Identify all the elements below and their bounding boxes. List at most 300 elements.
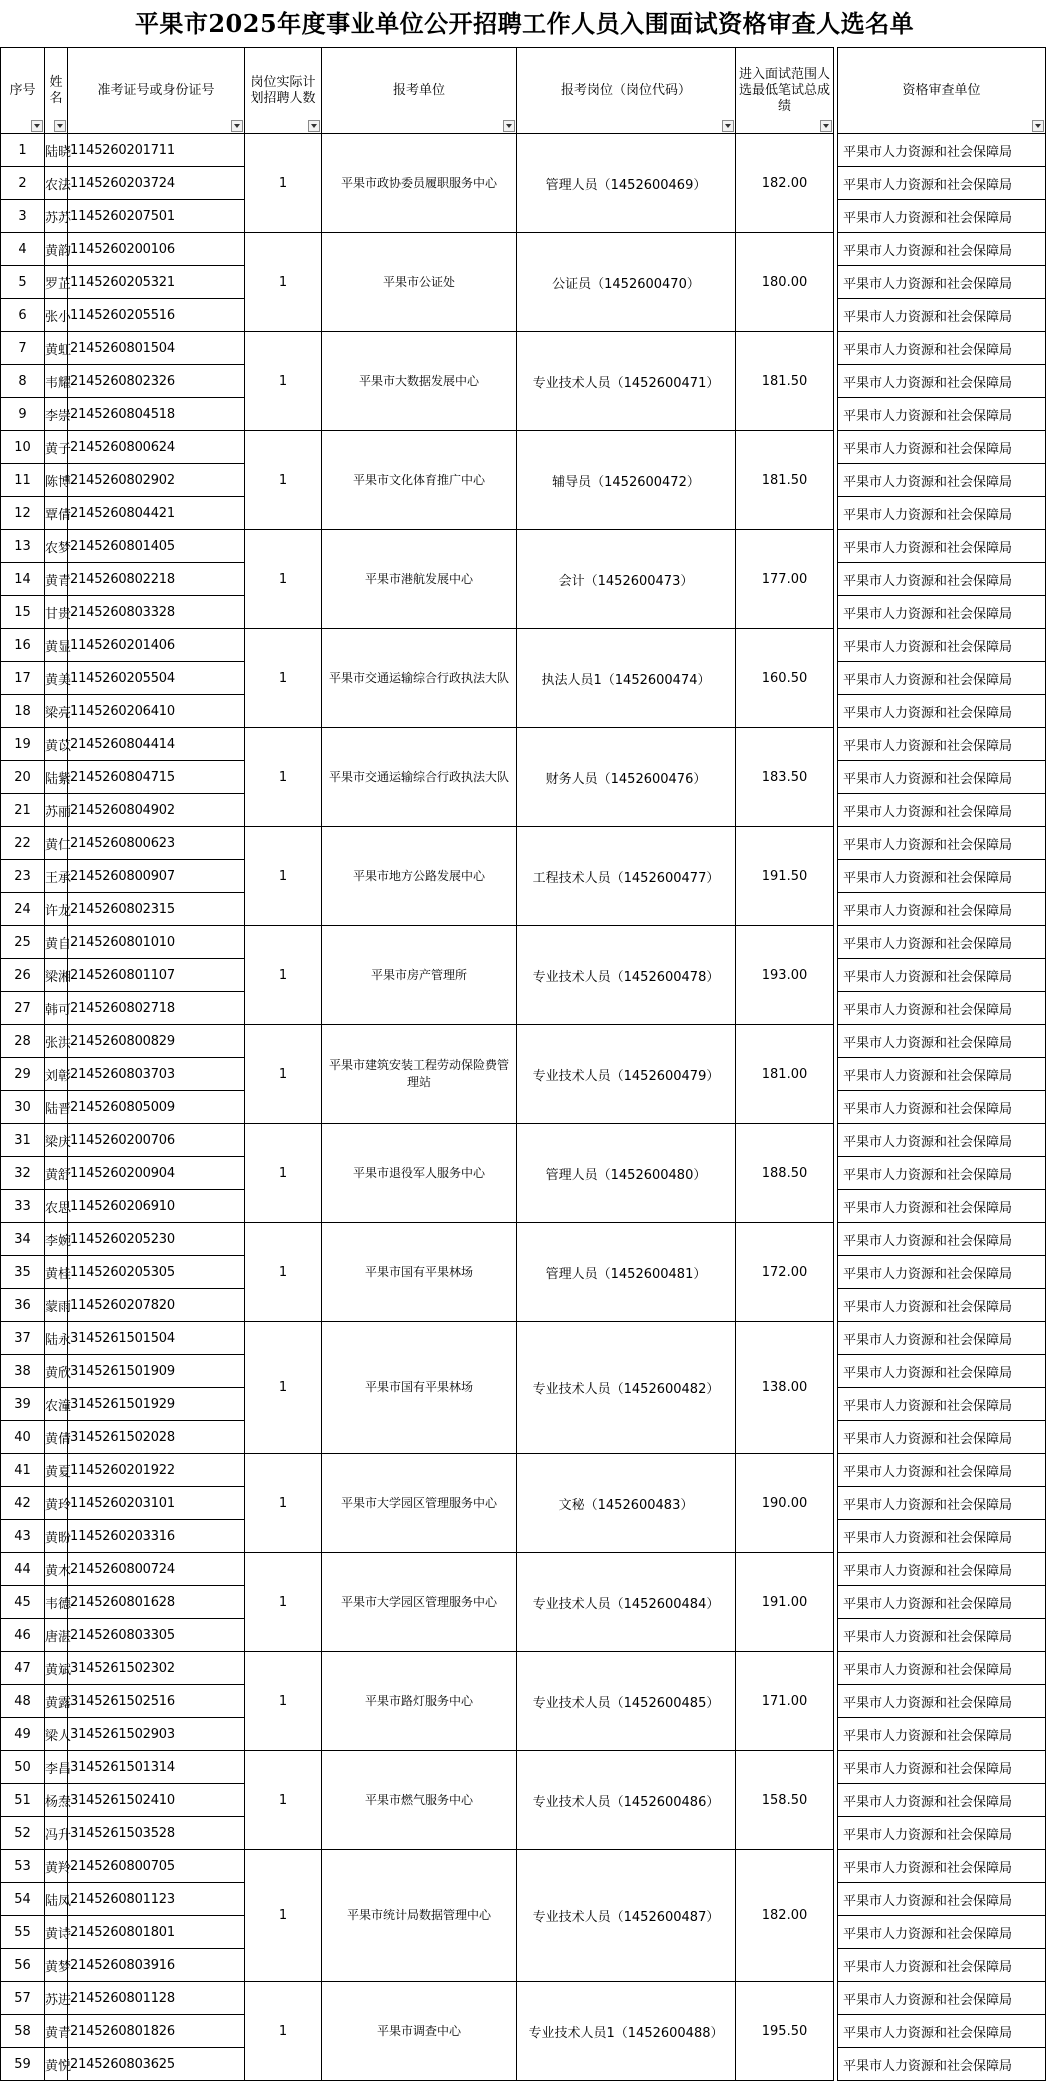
name-cell: 杨焘 xyxy=(45,1784,68,1817)
filter-dropdown-icon[interactable] xyxy=(54,120,66,132)
name-cell: 黄露 xyxy=(45,1685,68,1718)
name-cell: 黄斌 xyxy=(45,1652,68,1685)
review-unit-cell: 平果市人力资源和社会保障局 xyxy=(838,827,1046,860)
min-score-cell: 138.00 xyxy=(736,1322,834,1454)
post-cell: 管理人员（1452600481） xyxy=(517,1223,736,1322)
table-row xyxy=(1,1751,1046,1784)
name-cell: 陆晓 xyxy=(45,134,68,167)
name-cell: 黄自 xyxy=(45,926,68,959)
exam-id-cell: 1145260206910 xyxy=(68,1190,245,1223)
exam-id-cell: 2145260802902 xyxy=(68,464,245,497)
unit-cell: 平果市大学园区管理服务中心 xyxy=(322,1553,517,1652)
review-unit-cell: 平果市人力资源和社会保障局 xyxy=(838,1916,1046,1949)
exam-id-cell: 2145260800624 xyxy=(68,431,245,464)
exam-id-cell: 1145260205321 xyxy=(68,266,245,299)
seq-cell: 14 xyxy=(1,563,45,596)
table-row xyxy=(1,1025,1046,1058)
review-unit-cell: 平果市人力资源和社会保障局 xyxy=(838,365,1046,398)
plan-count-cell: 1 xyxy=(245,233,322,332)
post-cell: 工程技术人员（1452600477） xyxy=(517,827,736,926)
exam-id-cell: 3145261502516 xyxy=(68,1685,245,1718)
seq-cell: 27 xyxy=(1,992,45,1025)
exam-id-cell: 2145260804518 xyxy=(68,398,245,431)
name-cell: 冯升 xyxy=(45,1817,68,1850)
min-score-cell: 182.00 xyxy=(736,134,834,233)
plan-count-cell: 1 xyxy=(245,431,322,530)
seq-cell: 52 xyxy=(1,1817,45,1850)
seq-cell: 22 xyxy=(1,827,45,860)
exam-id-cell: 1145260201922 xyxy=(68,1454,245,1487)
table-row xyxy=(1,1652,1046,1685)
name-cell: 黄欣 xyxy=(45,1355,68,1388)
name-cell: 黄诗 xyxy=(45,1916,68,1949)
name-cell: 黄虹 xyxy=(45,332,68,365)
name-cell: 陆凤 xyxy=(45,1883,68,1916)
min-score-cell: 190.00 xyxy=(736,1454,834,1553)
seq-cell: 21 xyxy=(1,794,45,827)
unit-cell: 平果市政协委员履职服务中心 xyxy=(322,134,517,233)
review-unit-cell: 平果市人力资源和社会保障局 xyxy=(838,992,1046,1025)
min-score-cell: 191.00 xyxy=(736,1553,834,1652)
exam-id-cell: 1145260205305 xyxy=(68,1256,245,1289)
review-unit-cell: 平果市人力资源和社会保障局 xyxy=(838,1850,1046,1883)
seq-cell: 1 xyxy=(1,134,45,167)
exam-id-cell: 2145260803625 xyxy=(68,2048,245,2081)
name-cell: 蒙雨 xyxy=(45,1289,68,1322)
min-score-cell: 181.50 xyxy=(736,332,834,431)
seq-cell: 33 xyxy=(1,1190,45,1223)
name-cell: 农潼 xyxy=(45,1388,68,1421)
filter-dropdown-icon[interactable] xyxy=(722,120,734,132)
name-cell: 陆紫 xyxy=(45,761,68,794)
review-unit-cell: 平果市人力资源和社会保障局 xyxy=(838,728,1046,761)
unit-cell: 平果市统计局数据管理中心 xyxy=(322,1850,517,1982)
post-cell: 管理人员（1452600469） xyxy=(517,134,736,233)
unit-cell: 平果市国有平果林场 xyxy=(322,1322,517,1454)
review-unit-cell: 平果市人力资源和社会保障局 xyxy=(838,431,1046,464)
table-row xyxy=(1,530,1046,563)
seq-cell: 56 xyxy=(1,1949,45,1982)
exam-id-cell: 2145260802218 xyxy=(68,563,245,596)
seq-cell: 39 xyxy=(1,1388,45,1421)
unit-cell: 平果市地方公路发展中心 xyxy=(322,827,517,926)
name-cell: 农梦 xyxy=(45,530,68,563)
review-unit-cell: 平果市人力资源和社会保障局 xyxy=(838,596,1046,629)
col-header-review: 资格审查单位 xyxy=(838,48,1046,134)
seq-cell: 53 xyxy=(1,1850,45,1883)
col-header-score: 进入面试范围人选最低笔试总成绩 xyxy=(736,48,834,134)
seq-cell: 37 xyxy=(1,1322,45,1355)
review-unit-cell: 平果市人力资源和社会保障局 xyxy=(838,497,1046,530)
name-cell: 梁人 xyxy=(45,1718,68,1751)
review-unit-cell: 平果市人力资源和社会保障局 xyxy=(838,1520,1046,1553)
min-score-cell: 177.00 xyxy=(736,530,834,629)
exam-id-cell: 1145260205504 xyxy=(68,662,245,695)
name-cell: 黄显 xyxy=(45,629,68,662)
table-row xyxy=(1,1982,1046,2015)
plan-count-cell: 1 xyxy=(245,1652,322,1751)
exam-id-cell: 1145260203316 xyxy=(68,1520,245,1553)
seq-cell: 55 xyxy=(1,1916,45,1949)
post-cell: 专业技术人员（1452600484） xyxy=(517,1553,736,1652)
unit-cell: 平果市交通运输综合行政执法大队 xyxy=(322,728,517,827)
plan-count-cell: 1 xyxy=(245,1025,322,1124)
review-unit-cell: 平果市人力资源和社会保障局 xyxy=(838,893,1046,926)
name-cell: 黄盼 xyxy=(45,1520,68,1553)
review-unit-cell: 平果市人力资源和社会保障局 xyxy=(838,1355,1046,1388)
name-cell: 陈博 xyxy=(45,464,68,497)
exam-id-cell: 2145260801826 xyxy=(68,2015,245,2048)
review-unit-cell: 平果市人力资源和社会保障局 xyxy=(838,1091,1046,1124)
header-row xyxy=(1,48,1046,134)
min-score-cell: 158.50 xyxy=(736,1751,834,1850)
exam-id-cell: 3145261502903 xyxy=(68,1718,245,1751)
seq-cell: 46 xyxy=(1,1619,45,1652)
seq-cell: 5 xyxy=(1,266,45,299)
name-cell: 黄青 xyxy=(45,2015,68,2048)
name-cell: 黄桂 xyxy=(45,1256,68,1289)
min-score-cell: 193.00 xyxy=(736,926,834,1025)
name-cell: 刘彰 xyxy=(45,1058,68,1091)
name-cell: 黄悦 xyxy=(45,2048,68,2081)
name-cell: 陆永 xyxy=(45,1322,68,1355)
exam-id-cell: 2145260801628 xyxy=(68,1586,245,1619)
table-row xyxy=(1,728,1046,761)
seq-cell: 6 xyxy=(1,299,45,332)
exam-id-cell: 3145261502302 xyxy=(68,1652,245,1685)
review-unit-cell: 平果市人力资源和社会保障局 xyxy=(838,1289,1046,1322)
exam-id-cell: 3145261501314 xyxy=(68,1751,245,1784)
seq-cell: 13 xyxy=(1,530,45,563)
review-unit-cell: 平果市人力资源和社会保障局 xyxy=(838,1982,1046,2015)
name-cell: 黄夏 xyxy=(45,1454,68,1487)
seq-cell: 26 xyxy=(1,959,45,992)
name-cell: 农思 xyxy=(45,1190,68,1223)
seq-cell: 45 xyxy=(1,1586,45,1619)
plan-count-cell: 1 xyxy=(245,1850,322,1982)
exam-id-cell: 2145260801801 xyxy=(68,1916,245,1949)
plan-count-cell: 1 xyxy=(245,827,322,926)
seq-cell: 2 xyxy=(1,167,45,200)
review-unit-cell: 平果市人力资源和社会保障局 xyxy=(838,761,1046,794)
post-cell: 财务人员（1452600476） xyxy=(517,728,736,827)
seq-cell: 30 xyxy=(1,1091,45,1124)
review-unit-cell: 平果市人力资源和社会保障局 xyxy=(838,2048,1046,2081)
review-unit-cell: 平果市人力资源和社会保障局 xyxy=(838,1685,1046,1718)
review-unit-cell: 平果市人力资源和社会保障局 xyxy=(838,1487,1046,1520)
review-unit-cell: 平果市人力资源和社会保障局 xyxy=(838,1421,1046,1454)
min-score-cell: 183.50 xyxy=(736,728,834,827)
min-score-cell: 180.00 xyxy=(736,233,834,332)
exam-id-cell: 2145260804421 xyxy=(68,497,245,530)
name-cell: 苏苏 xyxy=(45,200,68,233)
unit-cell: 平果市房产管理所 xyxy=(322,926,517,1025)
name-cell: 黄羚 xyxy=(45,1850,68,1883)
filter-dropdown-icon[interactable] xyxy=(503,120,515,132)
seq-cell: 51 xyxy=(1,1784,45,1817)
unit-cell: 平果市建筑安装工程劳动保险费管理站 xyxy=(322,1025,517,1124)
exam-id-cell: 2145260800724 xyxy=(68,1553,245,1586)
review-unit-cell: 平果市人力资源和社会保障局 xyxy=(838,959,1046,992)
unit-cell: 平果市港航发展中心 xyxy=(322,530,517,629)
table-row xyxy=(1,1454,1046,1487)
seq-cell: 12 xyxy=(1,497,45,530)
exam-id-cell: 1145260200706 xyxy=(68,1124,245,1157)
review-unit-cell: 平果市人力资源和社会保障局 xyxy=(838,1388,1046,1421)
filter-dropdown-icon[interactable] xyxy=(31,120,43,132)
name-cell: 黄仁 xyxy=(45,827,68,860)
review-unit-cell: 平果市人力资源和社会保障局 xyxy=(838,794,1046,827)
name-cell: 韩可 xyxy=(45,992,68,1025)
unit-cell: 平果市大学园区管理服务中心 xyxy=(322,1454,517,1553)
review-unit-cell: 平果市人力资源和社会保障局 xyxy=(838,167,1046,200)
seq-cell: 29 xyxy=(1,1058,45,1091)
review-unit-cell: 平果市人力资源和社会保障局 xyxy=(838,1751,1046,1784)
table-row xyxy=(1,1553,1046,1586)
filter-dropdown-icon[interactable] xyxy=(308,120,320,132)
name-cell: 苏进 xyxy=(45,1982,68,2015)
seq-cell: 23 xyxy=(1,860,45,893)
filter-dropdown-icon[interactable] xyxy=(231,120,243,132)
exam-id-cell: 2145260802718 xyxy=(68,992,245,1025)
post-cell: 辅导员（1452600472） xyxy=(517,431,736,530)
review-unit-cell: 平果市人力资源和社会保障局 xyxy=(838,1190,1046,1223)
post-cell: 专业技术人员1（1452600488） xyxy=(517,1982,736,2081)
name-cell: 黄倩 xyxy=(45,1421,68,1454)
exam-id-cell: 3145261502028 xyxy=(68,1421,245,1454)
exam-id-cell: 2145260803328 xyxy=(68,596,245,629)
name-cell: 黄玲 xyxy=(45,1487,68,1520)
table-row xyxy=(1,1850,1046,1883)
name-cell: 张小 xyxy=(45,299,68,332)
page-title: 平果市2025年度事业单位公开招聘工作人员入围面试资格审查人选名单 xyxy=(134,9,915,38)
plan-count-cell: 1 xyxy=(245,629,322,728)
review-unit-cell: 平果市人力资源和社会保障局 xyxy=(838,1124,1046,1157)
seq-cell: 31 xyxy=(1,1124,45,1157)
seq-cell: 59 xyxy=(1,2048,45,2081)
review-unit-cell: 平果市人力资源和社会保障局 xyxy=(838,1553,1046,1586)
filter-dropdown-icon[interactable] xyxy=(820,120,832,132)
min-score-cell: 181.00 xyxy=(736,1025,834,1124)
review-unit-cell: 平果市人力资源和社会保障局 xyxy=(838,1223,1046,1256)
name-cell: 甘贵 xyxy=(45,596,68,629)
table-row xyxy=(1,629,1046,662)
review-unit-cell: 平果市人力资源和社会保障局 xyxy=(838,1025,1046,1058)
seq-cell: 3 xyxy=(1,200,45,233)
table-row xyxy=(1,332,1046,365)
exam-id-cell: 2145260801123 xyxy=(68,1883,245,1916)
seq-cell: 43 xyxy=(1,1520,45,1553)
min-score-cell: 172.00 xyxy=(736,1223,834,1322)
seq-cell: 7 xyxy=(1,332,45,365)
seq-cell: 48 xyxy=(1,1685,45,1718)
post-cell: 专业技术人员（1452600482） xyxy=(517,1322,736,1454)
post-cell: 专业技术人员（1452600487） xyxy=(517,1850,736,1982)
table-row xyxy=(1,926,1046,959)
col-header-post: 报考岗位（岗位代码） xyxy=(517,48,736,134)
plan-count-cell: 1 xyxy=(245,530,322,629)
post-cell: 专业技术人员（1452600479） xyxy=(517,1025,736,1124)
post-cell: 专业技术人员（1452600486） xyxy=(517,1751,736,1850)
unit-cell: 平果市大数据发展中心 xyxy=(322,332,517,431)
exam-id-cell: 2145260804715 xyxy=(68,761,245,794)
review-unit-cell: 平果市人力资源和社会保障局 xyxy=(838,1058,1046,1091)
exam-id-cell: 2145260802326 xyxy=(68,365,245,398)
exam-id-cell: 2145260801504 xyxy=(68,332,245,365)
min-score-cell: 171.00 xyxy=(736,1652,834,1751)
seq-cell: 32 xyxy=(1,1157,45,1190)
table-row xyxy=(1,233,1046,266)
unit-cell: 平果市公证处 xyxy=(322,233,517,332)
name-cell: 梁湘 xyxy=(45,959,68,992)
review-unit-cell: 平果市人力资源和社会保障局 xyxy=(838,299,1046,332)
table-row xyxy=(1,1223,1046,1256)
col-header-id: 准考证号或身份证号 xyxy=(68,48,245,134)
name-cell: 李昌 xyxy=(45,1751,68,1784)
review-unit-cell: 平果市人力资源和社会保障局 xyxy=(838,1652,1046,1685)
seq-cell: 4 xyxy=(1,233,45,266)
exam-id-cell: 3145261501929 xyxy=(68,1388,245,1421)
seq-cell: 28 xyxy=(1,1025,45,1058)
exam-id-cell: 3145261501504 xyxy=(68,1322,245,1355)
table-body xyxy=(1,134,1046,2081)
unit-cell: 平果市文化体育推广中心 xyxy=(322,431,517,530)
exam-id-cell: 1145260207501 xyxy=(68,200,245,233)
review-unit-cell: 平果市人力资源和社会保障局 xyxy=(838,1949,1046,1982)
review-unit-cell: 平果市人力资源和社会保障局 xyxy=(838,530,1046,563)
table-row xyxy=(1,134,1046,167)
seq-cell: 25 xyxy=(1,926,45,959)
name-cell: 张洪 xyxy=(45,1025,68,1058)
name-cell: 韦德 xyxy=(45,1586,68,1619)
seq-cell: 10 xyxy=(1,431,45,464)
name-cell: 黄梦 xyxy=(45,1949,68,1982)
seq-cell: 11 xyxy=(1,464,45,497)
seq-cell: 18 xyxy=(1,695,45,728)
col-header-name: 姓名 xyxy=(45,48,68,134)
exam-id-cell: 2145260803305 xyxy=(68,1619,245,1652)
exam-id-cell: 1145260206410 xyxy=(68,695,245,728)
name-cell: 陆晋 xyxy=(45,1091,68,1124)
table-row xyxy=(1,1322,1046,1355)
name-cell: 黄青 xyxy=(45,563,68,596)
post-cell: 执法人员1（1452600474） xyxy=(517,629,736,728)
table-row xyxy=(1,431,1046,464)
exam-id-cell: 2145260803703 xyxy=(68,1058,245,1091)
name-cell: 唐湛 xyxy=(45,1619,68,1652)
plan-count-cell: 1 xyxy=(245,1124,322,1223)
min-score-cell: 195.50 xyxy=(736,1982,834,2081)
review-unit-cell: 平果市人力资源和社会保障局 xyxy=(838,563,1046,596)
seq-cell: 41 xyxy=(1,1454,45,1487)
post-cell: 专业技术人员（1452600478） xyxy=(517,926,736,1025)
review-unit-cell: 平果市人力资源和社会保障局 xyxy=(838,1784,1046,1817)
seq-cell: 49 xyxy=(1,1718,45,1751)
review-unit-cell: 平果市人力资源和社会保障局 xyxy=(838,662,1046,695)
exam-id-cell: 3145261503528 xyxy=(68,1817,245,1850)
table-row xyxy=(1,827,1046,860)
name-cell: 农法 xyxy=(45,167,68,200)
min-score-cell: 182.00 xyxy=(736,1850,834,1982)
name-cell: 黄子 xyxy=(45,431,68,464)
review-unit-cell: 平果市人力资源和社会保障局 xyxy=(838,233,1046,266)
name-cell: 黄苡 xyxy=(45,728,68,761)
review-unit-cell: 平果市人力资源和社会保障局 xyxy=(838,2015,1046,2048)
exam-id-cell: 1145260203101 xyxy=(68,1487,245,1520)
unit-cell: 平果市交通运输综合行政执法大队 xyxy=(322,629,517,728)
name-cell: 苏丽 xyxy=(45,794,68,827)
unit-cell: 平果市燃气服务中心 xyxy=(322,1751,517,1850)
exam-id-cell: 1145260207820 xyxy=(68,1289,245,1322)
plan-count-cell: 1 xyxy=(245,1454,322,1553)
seq-cell: 47 xyxy=(1,1652,45,1685)
exam-id-cell: 1145260200106 xyxy=(68,233,245,266)
table-row xyxy=(1,1124,1046,1157)
post-cell: 管理人员（1452600480） xyxy=(517,1124,736,1223)
seq-cell: 54 xyxy=(1,1883,45,1916)
plan-count-cell: 1 xyxy=(245,1553,322,1652)
review-unit-cell: 平果市人力资源和社会保障局 xyxy=(838,464,1046,497)
seq-cell: 50 xyxy=(1,1751,45,1784)
col-header-seq: 序号 xyxy=(1,48,45,134)
exam-id-cell: 2145260804902 xyxy=(68,794,245,827)
plan-count-cell: 1 xyxy=(245,134,322,233)
review-unit-cell: 平果市人力资源和社会保障局 xyxy=(838,1157,1046,1190)
post-cell: 公证员（1452600470） xyxy=(517,233,736,332)
plan-count-cell: 1 xyxy=(245,1223,322,1322)
seq-cell: 40 xyxy=(1,1421,45,1454)
plan-count-cell: 1 xyxy=(245,332,322,431)
review-unit-cell: 平果市人力资源和社会保障局 xyxy=(838,1817,1046,1850)
exam-id-cell: 1145260203724 xyxy=(68,167,245,200)
review-unit-cell: 平果市人力资源和社会保障局 xyxy=(838,1454,1046,1487)
exam-id-cell: 3145261502410 xyxy=(68,1784,245,1817)
unit-cell: 平果市国有平果林场 xyxy=(322,1223,517,1322)
col-header-unit: 报考单位 xyxy=(322,48,517,134)
seq-cell: 17 xyxy=(1,662,45,695)
exam-id-cell: 1145260200904 xyxy=(68,1157,245,1190)
exam-id-cell: 3145261501909 xyxy=(68,1355,245,1388)
name-cell: 覃倩 xyxy=(45,497,68,530)
seq-cell: 20 xyxy=(1,761,45,794)
plan-count-cell: 1 xyxy=(245,1751,322,1850)
exam-id-cell: 2145260801107 xyxy=(68,959,245,992)
seq-cell: 57 xyxy=(1,1982,45,2015)
exam-id-cell: 2145260800829 xyxy=(68,1025,245,1058)
col-header-plan: 岗位实际计划招聘人数 xyxy=(245,48,322,134)
filter-dropdown-icon[interactable] xyxy=(1032,120,1044,132)
unit-cell: 平果市退役军人服务中心 xyxy=(322,1124,517,1223)
review-unit-cell: 平果市人力资源和社会保障局 xyxy=(838,134,1046,167)
name-cell: 罗芷 xyxy=(45,266,68,299)
seq-cell: 35 xyxy=(1,1256,45,1289)
plan-count-cell: 1 xyxy=(245,926,322,1025)
exam-id-cell: 2145260805009 xyxy=(68,1091,245,1124)
plan-count-cell: 1 xyxy=(245,1322,322,1454)
review-unit-cell: 平果市人力资源和社会保障局 xyxy=(838,398,1046,431)
name-cell: 黄美 xyxy=(45,662,68,695)
exam-id-cell: 2145260800623 xyxy=(68,827,245,860)
seq-cell: 15 xyxy=(1,596,45,629)
exam-id-cell: 1145260205516 xyxy=(68,299,245,332)
min-score-cell: 191.50 xyxy=(736,827,834,926)
exam-id-cell: 1145260201406 xyxy=(68,629,245,662)
post-cell: 专业技术人员（1452600485） xyxy=(517,1652,736,1751)
post-cell: 文秘（1452600483） xyxy=(517,1454,736,1553)
exam-id-cell: 1145260201711 xyxy=(68,134,245,167)
seq-cell: 24 xyxy=(1,893,45,926)
seq-cell: 8 xyxy=(1,365,45,398)
